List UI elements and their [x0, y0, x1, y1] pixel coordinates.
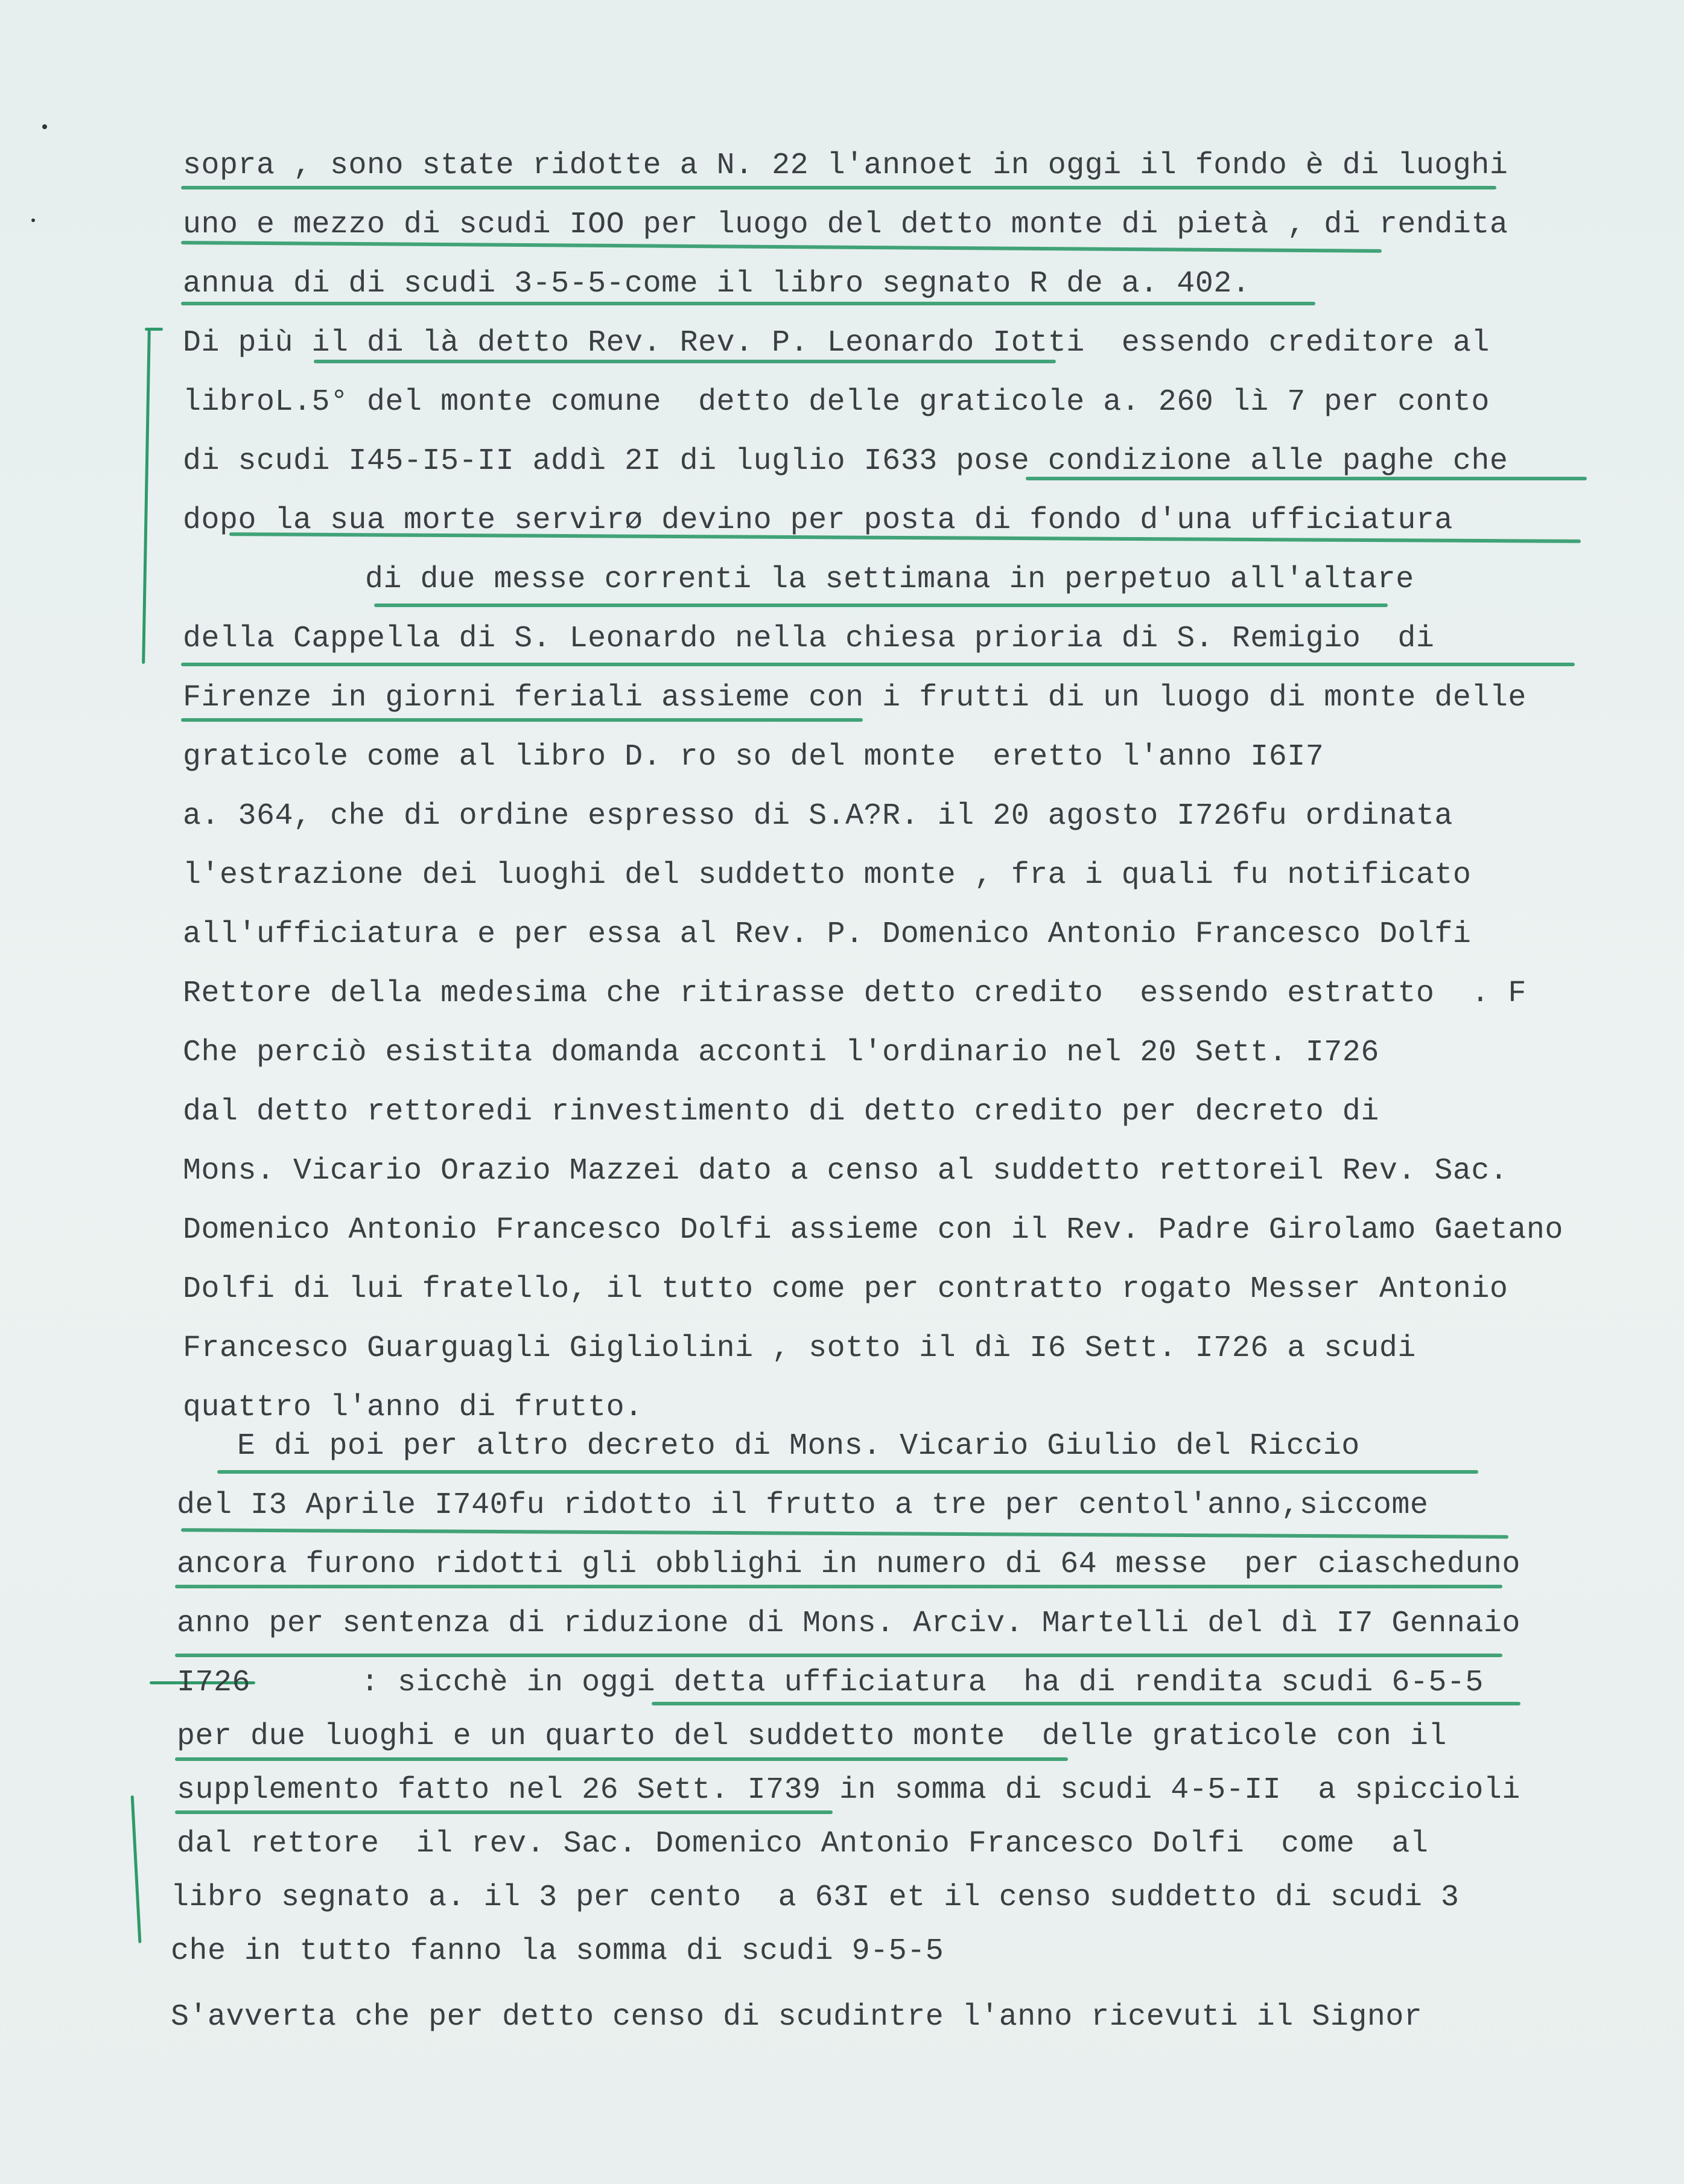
text-line: E di poi per altro decreto di Mons. Vicario Giulio del Riccio — [237, 1429, 1360, 1463]
text-line: quattro l'anno di frutto. — [183, 1390, 643, 1425]
underline-mark — [181, 663, 1575, 666]
margin-bracket-mark — [142, 329, 151, 664]
underline-mark — [181, 718, 863, 722]
underline-mark — [175, 1757, 1068, 1761]
paper-speck — [42, 124, 47, 129]
text-line: I726 : sicchè in oggi detta ufficiatura ha di rendita scudi 6-5-5 — [177, 1666, 1484, 1700]
text-line: sopra , sono state ridotte a N. 22 l'annoet in oggi il fondo è di luoghi — [183, 148, 1508, 183]
text-line: S'avverta che per detto censo di scudintre l'anno ricevuti il Signor — [171, 2000, 1423, 2034]
text-line: uno e mezzo di scudi IOO per luogo del detto monte di pietà , di rendita — [183, 208, 1508, 242]
text-line: ancora furono ridotti gli obblighi in numero di 64 messe per ciascheduno — [177, 1547, 1520, 1582]
text-line: anno per sentenza di riduzione di Mons. Arciv. Martelli del dì I7 Gennaio — [177, 1606, 1520, 1641]
text-line: dal rettore il rev. Sac. Domenico Antonio Francesco Dolfi come al — [177, 1827, 1429, 1861]
text-line: Rettore della medesima che ritirasse detto credito essendo estratto . F — [183, 976, 1527, 1011]
text-line: all'ufficiatura e per essa al Rev. P. Domenico Antonio Francesco Dolfi — [183, 917, 1472, 952]
text-line: graticole come al libro D. ro so del monte eretto l'anno I6I7 — [183, 740, 1324, 774]
text-line: dopo la sua morte servirø devino per posta di fondo d'una ufficiatura — [183, 503, 1453, 538]
text-line: della Cappella di S. Leonardo nella chiesa prioria di S. Remigio di — [183, 622, 1435, 656]
margin-tick-mark — [145, 328, 163, 331]
text-line: che in tutto fanno la somma di scudi 9-5-5 — [171, 1934, 944, 1969]
text-line: di scudi I45-I5-II addì 2I di luglio I633 pose condizione alle paghe che — [183, 444, 1508, 479]
underline-mark — [175, 1654, 1502, 1657]
text-line: dal detto rettoredi rinvestimento di detto credito per decreto di — [183, 1095, 1379, 1129]
underline-mark — [181, 186, 1496, 189]
text-line: Francesco Guarguagli Gigliolini , sotto il dì I6 Sett. I726 a scudi — [183, 1331, 1416, 1366]
text-line: Mons. Vicario Orazio Mazzei dato a censo al suddetto rettoreil Rev. Sac. — [183, 1154, 1508, 1188]
text-line: per due luoghi e un quarto del suddetto monte delle graticole con il — [177, 1719, 1447, 1754]
paper-speck — [31, 218, 35, 222]
text-line: Dolfi di lui fratello, il tutto come per contratto rogato Messer Antonio — [183, 1272, 1508, 1307]
text-line: di due messe correnti la settimana in perpetuo all'altare — [365, 562, 1414, 597]
text-line: del I3 Aprile I740fu ridotto il frutto a tre per centol'anno,siccome — [177, 1488, 1429, 1523]
text-line: a. 364, che di ordine espresso di S.A?R. il 20 agosto I726fu ordinata — [183, 799, 1453, 833]
underline-mark — [175, 1810, 833, 1814]
text-line: Di più il di là detto Rev. Rev. P. Leonardo Iotti essendo creditore al — [183, 326, 1490, 360]
text-line: supplemento fatto nel 26 Sett. I739 in somma di scudi 4-5-II a spiccioli — [177, 1773, 1520, 1807]
text-line: Firenze in giorni feriali assieme con i frutti di un luogo di monte delle — [183, 681, 1527, 715]
text-line: Che perciò esistita domanda acconti l'ordinario nel 20 Sett. I726 — [183, 1036, 1379, 1070]
underline-mark — [374, 603, 1388, 607]
underline-mark — [652, 1702, 1520, 1705]
underline-mark — [217, 1470, 1478, 1474]
margin-bracket-mark — [131, 1795, 142, 1943]
text-line: libroL.5° del monte comune detto delle graticole a. 260 lì 7 per conto — [183, 385, 1490, 419]
text-line: Domenico Antonio Francesco Dolfi assieme con il Rev. Padre Girolamo Gaetano — [183, 1213, 1563, 1247]
text-line: libro segnato a. il 3 per cento a 63I et il censo suddetto di scudi 3 — [171, 1880, 1460, 1915]
underline-mark — [181, 1528, 1508, 1539]
text-line: l'estrazione dei luoghi del suddetto monte , fra i quali fu notificato — [183, 858, 1472, 893]
text-line: annua di di scudi 3-5-5-come il libro segnato R de a. 402. — [183, 267, 1251, 301]
underline-mark — [175, 1585, 1502, 1588]
